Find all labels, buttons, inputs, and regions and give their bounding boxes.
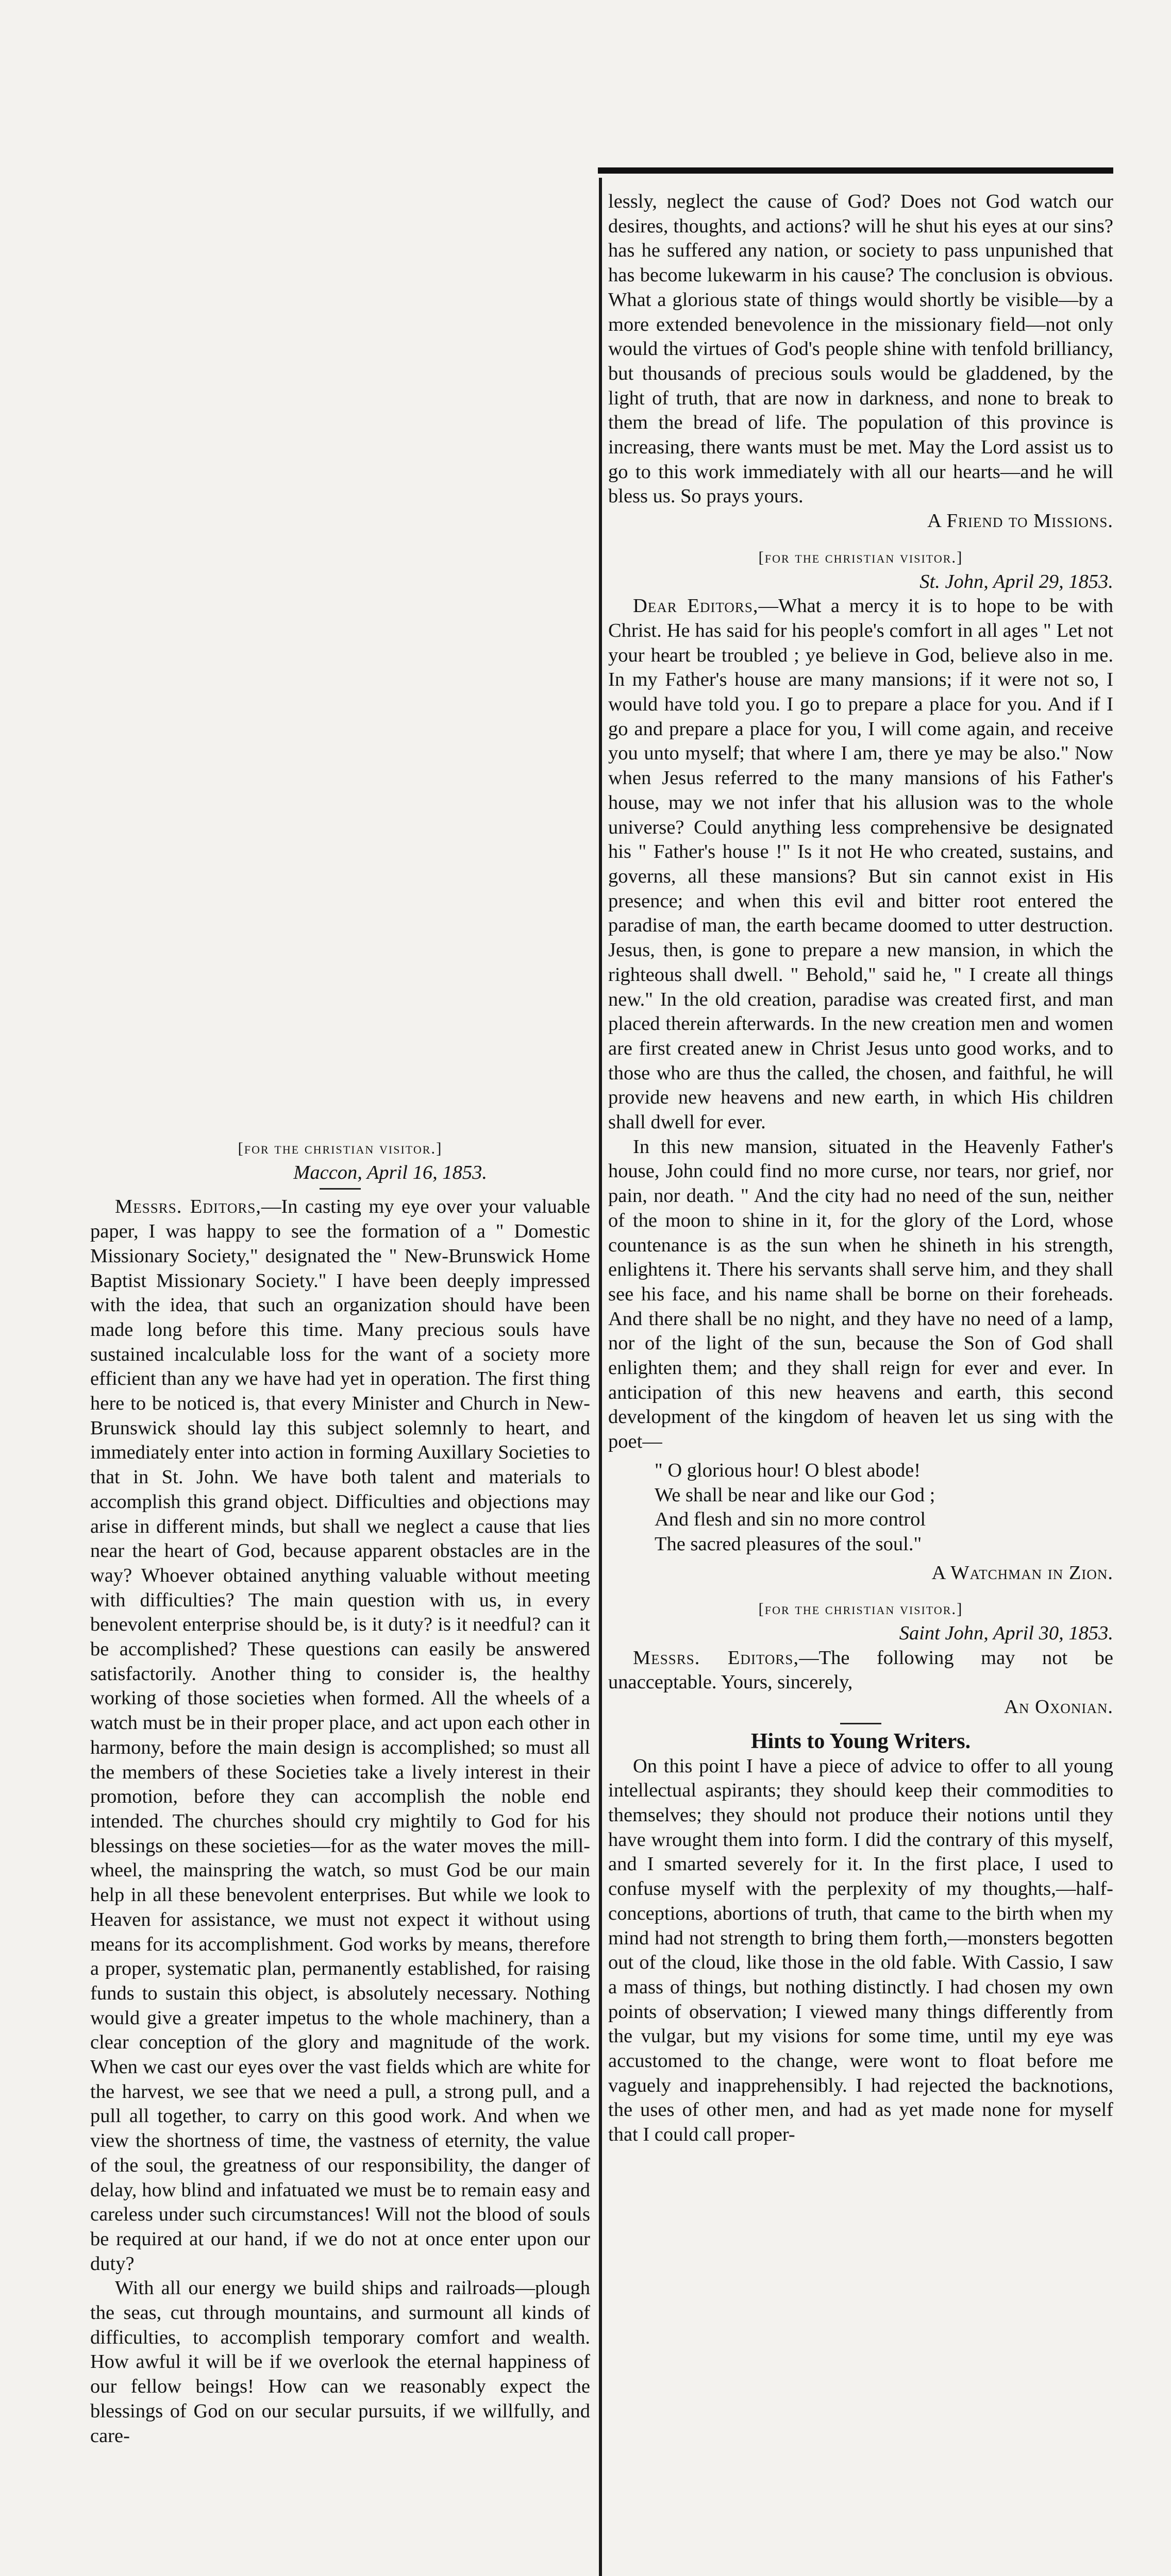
- salutation: Messrs. Editors,: [633, 1647, 799, 1669]
- letter-paragraph: In this new mansion, situated in the Heavenly Father's house, John could find no more curse, nor tears, nor grief, nor pain, nor death. " And the city had no need of the sun, neither of the moon to shine in it, for the glory of the Lord, whose countenance is as the sun when he shineth in his strength, enlightens it. There his servants shall serve him, and they shall see his face, and his name shall be borne on their foreheads. And there shall be no night, and they have no need of a lamp, nor of the light of the sun, because the Son of God shall enlighten them; and they shall reign for ever and ever. In anticipation of this new heavens and earth, this second development of the kingdom of heaven let us sing with the poet—: [608, 1136, 1113, 1453]
- left-column: [90, 1136, 590, 2448]
- paragraph-text: —In casting my eye over your valuable paper, I was happy to see the formation of a " Domestic Missionary Society," designated the " New-Brunswick Home Baptist Missionary Society." I have been deeply impressed with the idea, that such an organization should have been made long before this time. Many precious souls have sustained incalculable loss for the want of a society more efficient than any we have had yet in operation. The first thing here to be noticed is, that every Minister and Church in New-Brunswick should lay this subject solemnly to heart, and immediately enter into action in forming Auxillary Societies to that in St. John. We have both talent and materials to accomplish this grand object. Difficulties and objections may arise in different minds, but shall we neglect a cause that lies near the heart of God, because apparent obstacles are in the way? Whoever obtained anything valuable without meeting with difficulties? The main question with us, in every benevolent enterprise should be, is it duty? is it needful? can it be accomplished? These questions can easily be answered satisfactorily. Another thing to consider is, the healthy working of those societies when formed. All the wheels of a watch must be in their proper place, and act upon each other in harmony, before the main design is accomplished; so must all the members of these Societies take a lively interest in their promotion, before they can accomplish the noble end intended. The churches should cry mightily to God for his blessings on these societies—for as the water moves the mill-wheel, the mainspring the watch, so must God be our main help in all these benevolent enterprises. But while we look to Heaven for assistance, we must not expect it without using means for its accomplishment. God works by means, therefore a proper, systematic plan, permanently established, for raising funds to sustain this object, is absolutely necessary. Nothing would give a greater impetus to the whole machinery, than a clear conception of the glory and magnitude of the work. When we cast our eyes over the vast fields which are white for the harvest, we see that we need a pull, a strong pull, and a pull all together, to carry on this good work. And when we view the shortness of time, the vastness of eternity, the value of the soul, the greatness of our responsibility, the danger of delay, how blind and infatuated we must be to remain easy and careless under such circumstances! Will not the blood of souls be required at our hand, if we do not at once enter upon our duty?: [90, 1196, 590, 2275]
- dateline: Maccon, April 16, 1853.: [293, 1161, 487, 1183]
- article-title: Hints to Young Writers.: [750, 1729, 971, 1753]
- poem-line: And flesh and sin no more control: [655, 1509, 926, 1531]
- signature: A Watchman in Zion.: [931, 1562, 1113, 1584]
- signature: A Friend to Missions.: [927, 510, 1113, 532]
- letter-paragraph: [608, 594, 1113, 1134]
- section-header: [for the christian visitor.]: [758, 548, 963, 566]
- section-header: [for the christian visitor.]: [238, 1139, 443, 1157]
- dateline: Saint John, April 30, 1853.: [899, 1622, 1113, 1645]
- article-continuation: lessly, neglect the cause of God? Does not God watch our desires, thoughts, and actions? will he shut his eyes at our sins? has he suffered any nation, or society to pass unpunished that has become lukewarm in his cause? The conclusion is obvious. What a glorious state of things would shortly be visible—by a more extended benevolence in the missionary field—not only would the virtues of God's people shine with tenfold brilliancy, but thousands of precious souls would be gladdened, by the light of truth, that are now in darkness, and none to break to them the bread of life. The population of this province is increasing, there wants must be met. May the Lord assist us to go to this work immediately with all our hearts—and he will bless us. So prays yours.: [608, 191, 1113, 507]
- paragraph-text: —What a mercy it is to hope to be with Christ. He has said for his people's comfort in all ages " Let not your heart be troubled ; ye believe in God, believe also in me. In my Father's house are many mansions; if it were not so, I would have told you. I go to prepare a place for you. And if I go and prepare a place for you, I will come again, and receive you unto myself; that where I am, there ye may be also." Now when Jesus referred to the many mansions of his Father's house, may we not infer that his allusion was to the whole universe? Could anything less comprehensive be designated his " Father's house !" Is it not He who created, sustains, and governs, all these mansions? But sin cannot exist in His presence; and when this evil and bitter root entered the paradise of man, the earth became doomed to utter destruction. Jesus, then, is gone to prepare a new mansion, in which the righteous shall dwell. " Behold," said he, " I create all things new." In the old creation, paradise was created first, and man placed therein afterwards. In the new creation men and women are first created anew in Christ Jesus unto good works, and to those who are thus the called, the chosen, and faithful, he will provide new heavens and new earth, in which His children shall dwell for ever.: [608, 595, 1113, 1133]
- letter-paragraph: [608, 1646, 1113, 1695]
- right-column: [608, 190, 1113, 2147]
- dateline: St. John, April 29, 1853.: [919, 570, 1113, 592]
- signature: An Oxonian.: [1004, 1696, 1113, 1718]
- column-divider: [599, 178, 602, 2576]
- poem-line: We shall be near and like our God ;: [655, 1484, 935, 1506]
- article-paragraph: On this point I have a piece of advice to offer to all young intellectual aspirants; they should keep their commodities to themselves; they should not produce their notions until they have wrought them into form. I did the contrary of this myself, and I smarted severely for it. In the first place, I used to confuse myself with the perplexity of my thoughts,—half-conceptions, abortions of truth, that came to the birth when my mind had not strength to bring them forth,—monsters begotten out of the cloud, like those in the old fable. With Cassio, I saw a mass of things, but nothing distinctly. I had chosen my own points of observation; I viewed many things differently from the vulgar, but my visions for some time, until my eye was accustomed to the change, were wont to float before me vaguely and inapprehensibly. I had rejected the backnotions, the uses of other men, and had as yet made none for myself that I could call proper-: [608, 1755, 1113, 2146]
- letter-paragraph: [90, 1195, 590, 2276]
- poem: [655, 1459, 1113, 1557]
- salutation: Dear Editors,: [633, 595, 759, 617]
- paragraph-text: —The following may not be unacceptable. Yours, sincerely,: [608, 1647, 1113, 1693]
- section-header: [for the christian visitor.]: [758, 1600, 963, 1618]
- poem-line: The sacred pleasures of the soul.": [655, 1533, 922, 1555]
- short-rule: [840, 1723, 881, 1724]
- salutation: Messrs. Editors,: [115, 1196, 261, 1218]
- letter-paragraph: With all our energy we build ships and railroads—plough the seas, cut through mountains, and surmount all kinds of difficulties, to accomplish temporary comfort and wealth. How awful it will be if we overlook the eternal happiness of our fellow beings! How can we reasonably expect the blessings of God on our secular pursuits, if we willfully, and care-: [90, 2277, 590, 2447]
- short-rule: [320, 1188, 361, 1190]
- poem-line: " O glorious hour! O blest abode!: [655, 1459, 921, 1481]
- top-rule: [598, 167, 1113, 174]
